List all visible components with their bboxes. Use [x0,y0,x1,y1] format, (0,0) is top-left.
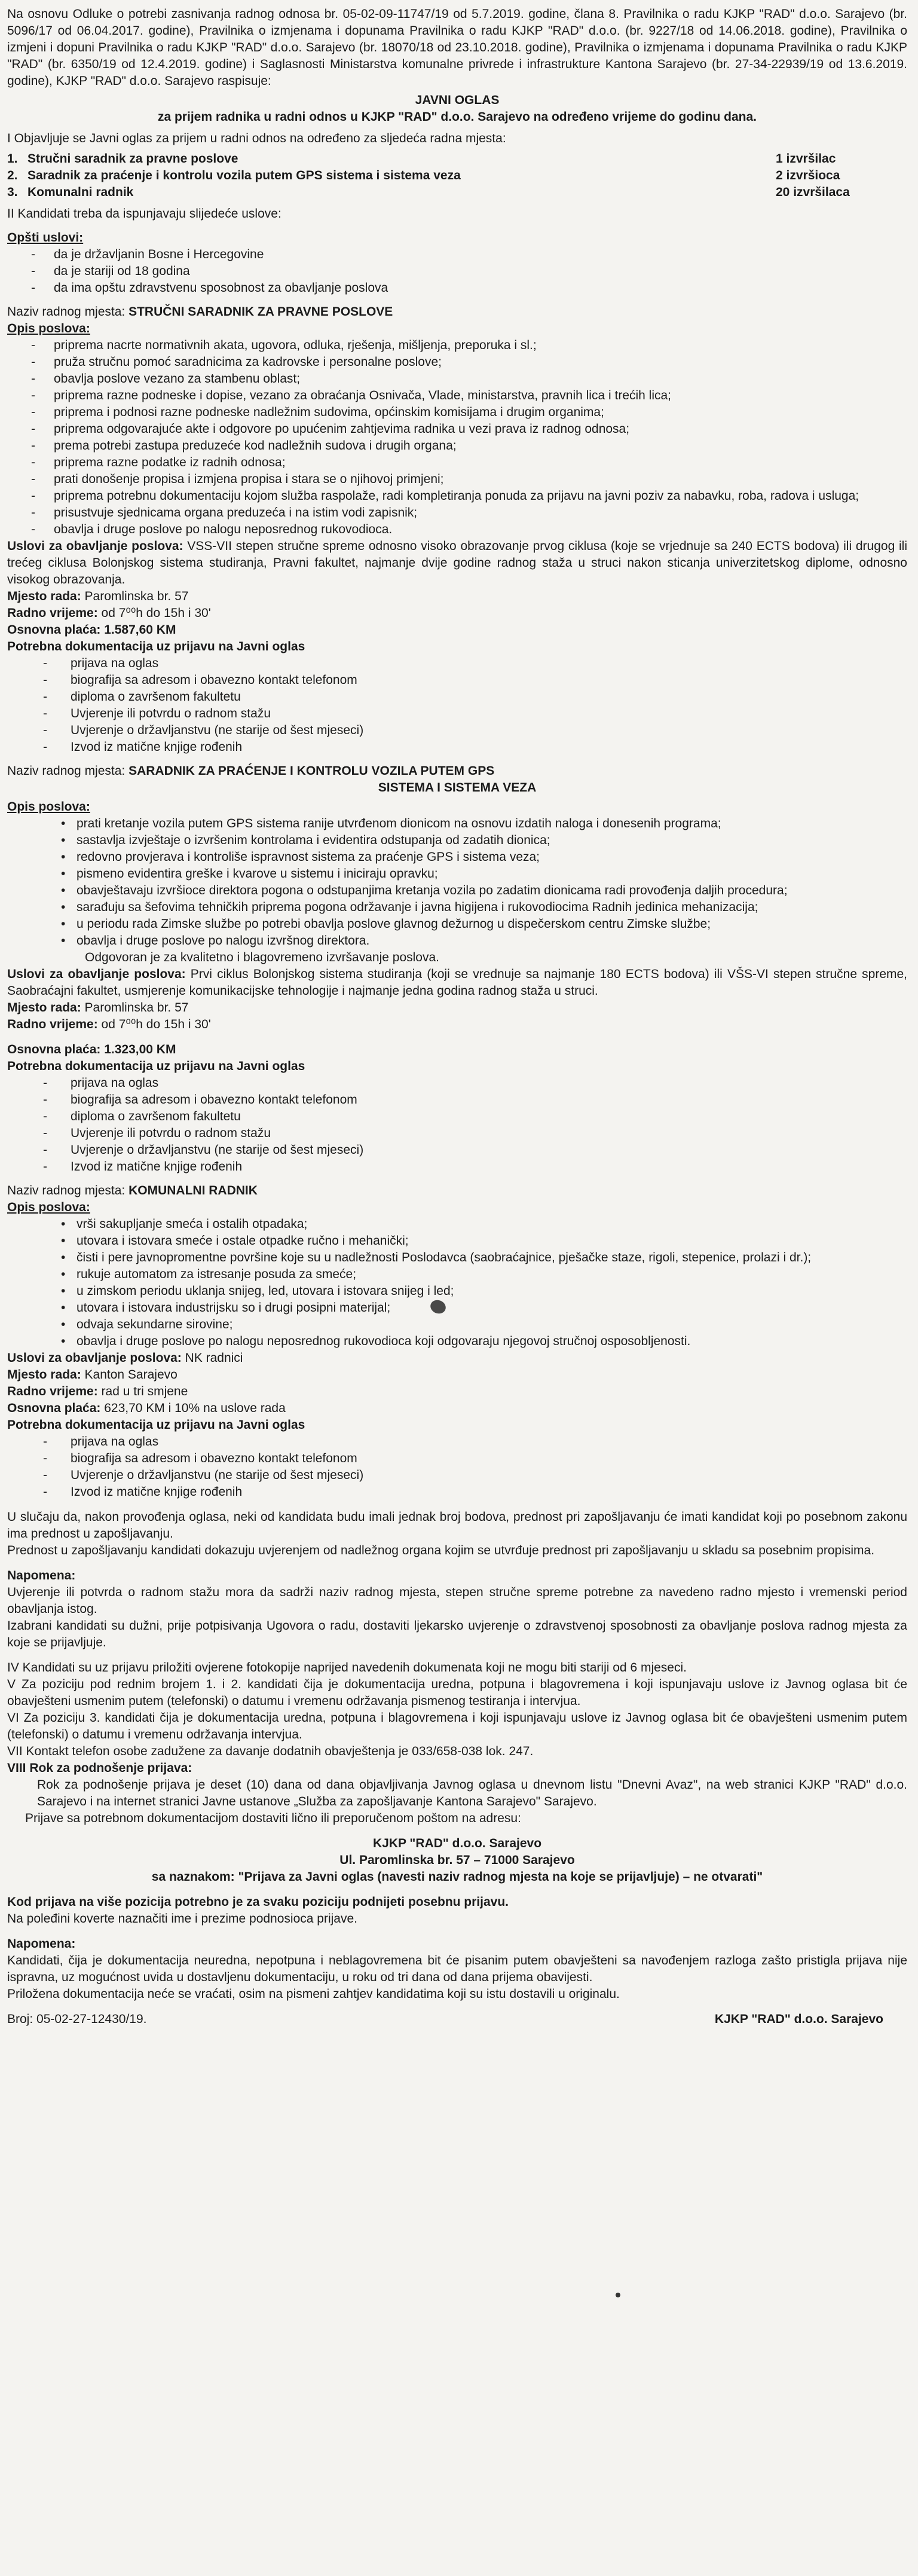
position-1-place [7,588,907,605]
position-2-title-line2: SISTEMA I SISTEMA VEZA [378,781,537,795]
list-item: - Uvjerenje o državljanstvu (ne starije od šest mjeseci) [43,1142,907,1159]
list-item: - da je stariji od 18 godina [31,263,907,280]
multiple-positions-note: Kod prijava na više pozicija potrebno je za svaku poziciju podnijeti posebnu prijavu. [7,1895,509,1909]
salary-label: Osnovna plaća: [7,623,105,637]
position-2-time [7,1016,907,1033]
list-item: • redovno provjerava i kontroliše ispravnost sistema za praćenje GPS i sistema veza; [61,849,907,866]
time-label: Radno vrijeme: [7,1385,102,1398]
list-item: - prema potrebi zastupa preduzeće kod nadležnih sudova i drugih organa; [31,438,907,454]
list-item: • odvaja sekundarne sirovine; [61,1316,907,1333]
conditions-text: NK radnici [185,1351,243,1365]
position-3-docs [7,1434,907,1501]
salary-value: 1.587,60 KM [104,623,176,637]
list-item: • u periodu rada Zimske službe po potrebi obavlja poslove glavnog dežurnog u dispečerskom centru Zimske službe; [61,916,907,933]
list-item: • vrši sakupljanje smeća i ostalih otpadaka; [61,1216,907,1233]
salary-label: Osnovna plaća: [7,1043,105,1056]
time-value: od 7⁰⁰h do 15h i 30' [101,1017,211,1031]
list-item: • sarađuju sa šefovima tehničkih priprema pogona održavanje i javna higijena i rukovodiocima Radnih jedinica mehanizacija; [61,899,907,916]
position-2-responsibility: Odgovoran je za kvalitetno i blagovremeno izvršavanje poslova. [85,951,439,964]
position-1-conditions [7,538,907,588]
name-label: Naziv radnog mjesta: [7,305,129,319]
position-number: 1. [7,152,18,166]
list-item: - priprema odgovarajuće akte i odgovore po upućenim zahtjevima radnika u vezi prava iz radnog odnosa; [31,421,907,438]
list-item: - obavlja poslove vezano za stambenu oblast; [31,371,907,387]
list-item: - priprema potrebnu dokumentaciju kojom služba raspolaže, radi kompletiranja ponuda za prijavu na javni poziv za nabavku, roba, radova i usluga; [31,488,907,505]
list-item: - Izvod iz matične knjige rođenih [43,1484,907,1501]
position-2-title: SARADNIK ZA PRAĆENJE I KONTROLU VOZILA PUTEM GPS [128,764,495,778]
submission-instructions: Prijave sa potrebnom dokumentacijom dostaviti lično ili preporučenom poštom na adresu: [25,1811,521,1825]
place-label: Mjesto rada: [7,1001,85,1014]
list-item: - Uvjerenje o državljanstvu (ne starije od šest mjeseci) [43,1467,907,1484]
positions-list [7,151,907,201]
document-footer [7,2011,907,2028]
section-I: I Objavljuje se Javni oglas za prijem u radni odnos na određeno za sljedeća radna mjesta: [7,132,506,145]
general-conditions-list [7,246,907,297]
list-item: - Izvod iz matične knjige rođenih [43,739,907,756]
spacer [7,1033,907,1041]
conditions-text: Prvi ciklus Bolonjskog sistema studiranja (koji se vrednuje sa najmanje 180 ECTS bodova) ili VŠS-VI stepen stručne spreme, Saobraćajni fakultet, usmjerenje komunikacijske tehnologije i najmanje jedna godina radnog staža u struci. [7,967,908,998]
docs-heading: Potrebna dokumentacija uz prijavu na Javni oglas [7,1059,305,1073]
list-item: • rukuje automatom za istresanje posuda za smeće; [61,1266,907,1283]
salary-label: Osnovna plaća: [7,1401,105,1415]
spacer [7,1651,907,1660]
list-item: - da ima opštu zdravstvenu sposobnost za obavljanje poslova [31,280,907,297]
place-value: Paromlinska br. 57 [84,589,189,603]
address-line-1: KJKP "RAD" d.o.o. Sarajevo [372,1836,542,1850]
place-label: Mjesto rada: [7,589,85,603]
note-2-heading: Napomena: [7,1937,76,1951]
list-item: - Uvjerenje o državljanstvu (ne starije od šest mjeseci) [43,722,907,739]
duties-heading: Opis poslova: [7,1200,90,1214]
list-item: - pruža stručnu pomoć saradnicima za kadrovske i personalne poslove; [31,354,907,371]
section-IV: IV Kandidati su uz prijavu priložiti ovjerene fotokopije naprijed navedenih dokumenata koji ne mogu biti stariji od 6 mjeseci. [7,1661,687,1674]
address-line-3: sa naznakom: "Prijava za Javni oglas (navesti naziv radnog mjesta na koje se prijavljuje) – ne otvarati" [151,1870,763,1884]
list-item: - priprema razne podatke iz radnih odnosa; [31,454,907,471]
document-number: Broj: 05-02-27-12430/19. [7,2012,147,2026]
ad-subtitle: za prijem radnika u radni odnos u KJKP "RAD" d.o.o. Sarajevo na određeno vrijeme do godinu dana. [157,110,757,124]
position-3-heading [7,1182,907,1199]
position-2-docs [7,1075,907,1175]
position-1-heading [7,304,907,320]
section-VIII-text: Rok za podnošenje prijava je deset (10) dana od dana objavljivanja Javnog oglasa u dnevnom listu "Dnevni Avaz", na web stranici KJKP "RAD" d.o.o. Sarajevo i na internet stranici Javne ustanove „Služba za zapošljavanje Kantona Sarajevo" Sarajevo. [37,1778,907,1808]
salary-value: 1.323,00 KM [104,1043,176,1056]
list-item: - biografija sa adresom i obavezno kontakt telefonom [43,1450,907,1467]
position-name: Komunalni radnik [27,185,134,199]
position-2-salary [7,1041,907,1058]
list-item: • u zimskom periodu uklanja snijeg, led, utovara i istovara snijeg i led; [61,1283,907,1300]
list-item: • obavlja i druge poslove po nalogu neposrednog rukovodioca koji odgovaraju njegovoj stručnoj osposobljenosti. [61,1333,907,1350]
list-item: - prijava na oglas [43,1434,907,1450]
section-VIII-heading: VIII Rok za podnošenje prijava: [7,1761,192,1775]
note-2-paragraph-2: Priložena dokumentacija neće se vraćati, osim na pismeni zahtjev kandidatima koji su istu dostavili u originalu. [7,1987,620,2001]
list-item: • sastavlja izvještaje o izvršenim kontrolama i evidentira odstupanja od zadatih dionica; [61,832,907,849]
list-item: - biografija sa adresom i obavezno kontakt telefonom [43,672,907,689]
position-count: 20 izvršilaca [776,185,850,199]
position-name: Stručni saradnik za pravne poslove [27,152,238,166]
list-item: - Uvjerenje ili potvrdu o radnom stažu [43,1125,907,1142]
list-item: • utovara i istovara smeće i ostale otpadke ručno i mehanički; [61,1233,907,1249]
duties-heading: Opis poslova: [7,800,90,814]
ad-title: JAVNI OGLAS [415,93,500,107]
list-item: - da je državljanin Bosne i Hercegovine [31,246,907,263]
section-V: V Za poziciju pod rednim brojem 1. i 2. kandidati čija je dokumentacija uredna, potpuna i blagovremena i koji ispunjavaju uslove iz Javnog oglasa bit će obavješteni usmenim putem (telefonski) o datumu i vremenu održavanja pismenog testiranja i intervjua. [7,1677,907,1708]
list-item: • pismeno evidentira greške i kvarove u sistemu i iniciraju opravku; [61,866,907,882]
position-1-salary [7,622,907,638]
name-label: Naziv radnog mjesta: [7,764,129,778]
place-value: Kanton Sarajevo [84,1368,178,1382]
docs-heading: Potrebna dokumentacija uz prijavu na Javni oglas [7,1418,305,1432]
list-item: - biografija sa adresom i obavezno kontakt telefonom [43,1092,907,1108]
list-item: - obavlja i druge poslove po nalogu neposrednog rukovodioca. [31,521,907,538]
note-1-heading: Napomena: [7,1569,76,1582]
time-value: od 7⁰⁰h do 15h i 30' [101,606,211,620]
position-3-title: KOMUNALNI RADNIK [128,1184,258,1197]
place-value: Paromlinska br. 57 [84,1001,189,1014]
list-item: - diploma o završenom fakultetu [43,1108,907,1125]
duties-heading: Opis poslova: [7,322,90,335]
list-item: - priprema razne podneske i dopise, vezano za obraćanja Osnivača, Vlade, ministarstva, pravnih lica i trećih lica; [31,387,907,404]
section-VII: VII Kontakt telefon osobe zadužene za davanje dodatnih obavještenja je 033/658-038 lok. 247. [7,1744,534,1758]
position-1-title: STRUČNI SARADNIK ZA PRAVNE POSLOVE [128,305,393,319]
list-item: - Izvod iz matične knjige rođenih [43,1159,907,1175]
spacer [7,1559,907,1567]
time-label: Radno vrijeme: [7,606,102,620]
list-item: • čisti i pere javnopromentne površine koje su u nadležnosti Poslodavca (saobraćajnice, pješačke staze, rigoli, stepenice, prolazi i dr.); [61,1249,907,1266]
position-1-duties [7,337,907,538]
list-item: - prati donošenje propisa i izmjena propisa i stara se o njihovoj primjeni; [31,471,907,488]
section-VI: VI Za poziciju 3. kandidati čija je dokumentacija uredna, potpuna i blagovremena i koji ispunjavaju uslove iz Javnog oglasa bit će obavješteni usmenim putem (telefonski) o datumu i vremenu održavanja intervjua. [7,1711,907,1741]
equal-points-paragraph: U slučaju da, nakon provođenja oglasa, neki od kandidata budu imali jednak broj bodova, prednost pri zapošljavanju će imati kandidat koji po posebnom zakonu ima prednost u zapošljavanju. [7,1510,907,1541]
spacer [7,1501,907,1509]
list-item: - prijava na oglas [43,1075,907,1092]
priority-paragraph: Prednost u zapošljavanju kandidati dokazuju uvjerenjem od nadležnog organa kojim se utvrđuje prednost pri zapošljavanju u skladu sa posebnim propisima. [7,1544,875,1557]
general-conditions-heading: Opšti uslovi: [7,231,84,245]
position-name: Saradnik za praćenje i kontrolu vozila putem GPS sistema i sistema veza [27,169,461,182]
list-item: - diploma o završenom fakultetu [43,689,907,705]
time-value: rad u tri smjene [101,1385,188,1398]
section-II: II Kandidati treba da ispunjavaju slijedeće uslove: [7,207,281,221]
conditions-label: Uslovi za obavljanje poslova: [7,539,188,553]
position-1-docs [7,655,907,756]
spacer [7,1927,907,1936]
docs-heading: Potrebna dokumentacija uz prijavu na Javni oglas [7,640,305,653]
envelope-note: Na poleđini koverte naznačiti ime i prezime podnosioca prijave. [7,1912,357,1926]
list-item: • obavlja i druge poslove po nalogu izvršnog direktora. [61,933,907,949]
position-number: 3. [7,185,18,199]
note-1-paragraph-1: Uvjerenje ili potvrda o radnom stažu mora da sadrži naziv radnog mjesta, stepen stručne spreme potrebne za navedeno radno mjesto i vremenski period obavljanja istog. [7,1585,907,1616]
note-1-paragraph-2: Izabrani kandidati su dužni, prije potpisivanja Ugovora o radu, dostaviti ljekarsko uvjerenje o zdravstvenoj sposobnosti za obavljanje poslova radnog mjesta za koje se prijavljuje. [7,1619,907,1649]
list-item: - prisustvuje sjednicama organa preduzeća i na istim vodi zapisnik; [31,505,907,521]
place-label: Mjesto rada: [7,1368,85,1382]
address-line-2: Ul. Paromlinska br. 57 – 71000 Sarajevo [339,1853,575,1867]
list-item: - priprema i podnosi razne podneske nadležnim sudovima, općinskim komisijama i drugim organima; [31,404,907,421]
position-3-conditions [7,1350,907,1367]
position-2-heading [7,763,907,780]
list-item: - Uvjerenje ili potvrdu o radnom stažu [43,705,907,722]
position-2-conditions [7,966,907,1000]
ink-dot [616,2293,620,2297]
position-2-duties [7,815,907,949]
position-3-time [7,1383,907,1400]
position-count: 1 izvršilac [776,152,836,166]
list-item: • obavještavaju izvršioce direktora pogona o odstupanjima kretanja vozila po zadatim dionicama radi provođenja daljih procedura; [61,882,907,899]
time-label: Radno vrijeme: [7,1017,102,1031]
company-signature: KJKP "RAD" d.o.o. Sarajevo [714,2012,883,2026]
spacer [7,1886,907,1894]
list-item: • utovara i istovara industrijsku so i drugi posipni materijal; [61,1300,907,1316]
conditions-label: Uslovi za obavljanje poslova: [7,967,191,981]
position-3-place [7,1367,907,1383]
conditions-label: Uslovi za obavljanje poslova: [7,1351,185,1365]
spacer [7,1827,907,1835]
salary-value: 623,70 KM i 10% na uslove rada [104,1401,286,1415]
name-label: Naziv radnog mjesta: [7,1184,129,1197]
position-number: 2. [7,169,18,182]
note-2-paragraph-1: Kandidati, čija je dokumentacija neuredna, nepotpuna i neblagovremena bit će pisanim putem obavješteni sa navođenjem razloga zašto pristigla prijava nije ispravna, uz mogućnost uvida u dostavljenu dokumentaciju, u roku od tri dana od dana prijema obavijesti. [7,1954,907,1984]
position-3-salary [7,1400,907,1417]
position-2-place [7,1000,907,1016]
position-count: 2 izvršioca [776,169,840,182]
list-item: - priprema nacrte normativnih akata, ugovora, odluka, rješenja, mišljenja, preporuka i sl.; [31,337,907,354]
position-1-time [7,605,907,622]
position-3-duties [7,1216,907,1350]
conditions-text: VSS-VII stepen stručne spreme odnosno visoko obrazovanje prvog ciklusa (koje se vrjednuje sa 240 ECTS bodova) ili drugog ili trećeg ciklusa Bolonjskog sistema studiranja, Pravni fakultet, najmanje dvije godine radnog staža u struci nakon sticanja univerzitetskog diplome, odnosno visokog obrazovanja. [7,539,907,586]
list-item: - prijava na oglas [43,655,907,672]
intro-paragraph: Na osnovu Odluke o potrebi zasnivanja radnog odnosa br. 05-02-09-11747/19 od 5.7.2019. godine, člana 8. Pravilnika o radu KJKP "RAD" d.o.o. Sarajevo (br. 5096/17 od 06.04.2017. godine), Pravilnika o izmjenama i dopunama Pravilnika o radu KJKP "RAD" d.o.o. (br. 9227/18 od 14.06.2018. godine), Pravilnika o izmjeni i dopuni Pravilnika o radu KJKP "RAD" d.o.o. Sarajevo (br. 18070/18 od 23.10.2018. godine), Pravilnika o izmjenama i dopunama Pravilnika o radu KJKP "RAD" (br. 6350/19 od 12.4.2019. godine) i Saglasnosti Ministarstva komunalne privrede i infrastrukture Kantona Sarajevo (br. 27-34-22939/19 od 13.6.2019. godine), KJKP "RAD" d.o.o. Sarajevo raspisuje: [7,7,907,88]
list-item: • prati kretanje vozila putem GPS sistema ranije utvrđenom dionicom na osnovu izdatih naloga i donesenih programa; [61,815,907,832]
